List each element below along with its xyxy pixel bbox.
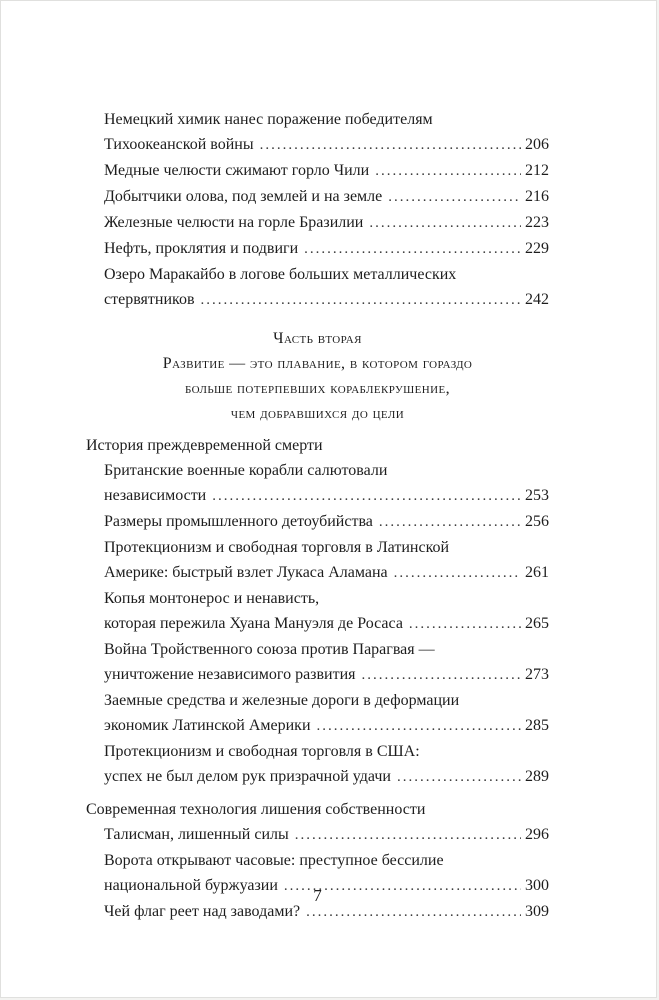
toc-entry-title: Медные челюсти сжимают горло Чили xyxy=(104,162,370,179)
toc-entry xyxy=(104,637,549,688)
part-heading-line: чем добравшихся до цели xyxy=(230,405,405,422)
toc-page-number: 265 xyxy=(525,615,549,632)
toc-page-number: 256 xyxy=(525,513,549,530)
toc-entry xyxy=(104,822,549,848)
dotted-leader xyxy=(304,236,521,262)
dotted-leader xyxy=(394,560,521,586)
toc-entry xyxy=(104,586,549,637)
toc-page-number: 212 xyxy=(525,162,549,179)
toc-page-number: 216 xyxy=(525,188,549,205)
toc-page-number: 242 xyxy=(525,291,549,308)
toc-entry-title: национальной буржуазии xyxy=(104,877,278,894)
toc-entry-line xyxy=(104,236,549,262)
toc-entry-line xyxy=(104,611,549,637)
toc-page-number: 229 xyxy=(525,240,549,257)
toc-entry xyxy=(104,739,549,790)
toc-entry-line: Немецкий химик нанес поражение победителям xyxy=(104,111,433,128)
toc-entry-line: Война Тройственного союза против Парагвая — xyxy=(104,641,435,658)
toc-entry-title: Тихоокеанской войны xyxy=(104,136,254,153)
toc-entry-line: Заемные средства и железные дороги в деформации xyxy=(104,692,460,709)
toc-entry-title: Железные челюсти на горле Бразилии xyxy=(104,214,364,231)
dotted-leader xyxy=(409,611,521,637)
toc-entry-title: Добытчики олова, под землей и на земле xyxy=(104,188,383,205)
toc-page-number: 296 xyxy=(525,826,549,843)
dotted-leader xyxy=(397,764,521,790)
toc-page-number: 223 xyxy=(525,214,549,231)
toc-entry xyxy=(104,262,549,313)
toc-entry xyxy=(104,107,549,158)
dotted-leader xyxy=(260,132,521,158)
dotted-leader xyxy=(201,287,521,313)
toc-entry-title: которая пережила Хуана Мануэля де Росаса xyxy=(104,615,403,632)
toc-entry-line xyxy=(104,287,549,313)
toc-entry-line: Британские военные корабли салютовали xyxy=(104,462,388,479)
toc-page-number: 309 xyxy=(525,903,549,920)
toc-page-number: 253 xyxy=(525,487,549,504)
dotted-leader xyxy=(379,509,521,535)
toc-entry-title: независимости xyxy=(104,487,207,504)
toc-entry-title: успех не был делом рук призрачной удачи xyxy=(104,768,391,785)
toc-entry xyxy=(104,688,549,739)
section-heading: История преждевременной смерти xyxy=(86,437,323,454)
toc-page-number: 300 xyxy=(525,877,549,894)
entries-group xyxy=(104,458,549,790)
toc-entry xyxy=(104,184,549,210)
toc-page-number: 285 xyxy=(525,717,549,734)
toc-entry xyxy=(104,458,549,509)
toc-entry xyxy=(104,158,549,184)
toc-page-number: 289 xyxy=(525,768,549,785)
toc-entry xyxy=(104,236,549,262)
toc-entry-line xyxy=(104,662,549,688)
toc-entry-title: уничтожение независимого развития xyxy=(104,666,356,683)
toc-entry-line xyxy=(104,509,549,535)
toc-entry xyxy=(104,535,549,586)
section-heading: Современная технология лишения собственности xyxy=(86,801,426,818)
toc-entry-title: Чей флаг реет над заводами? xyxy=(104,903,301,920)
dotted-leader xyxy=(362,662,521,688)
toc-entry-line xyxy=(104,822,549,848)
toc-page-number: 261 xyxy=(525,564,549,581)
toc-entry-title: экономик Латинской Америки xyxy=(104,717,311,734)
toc-entry-title: стервятников xyxy=(104,291,195,308)
toc-entry-line xyxy=(104,158,549,184)
toc-entry-title: Размеры промышленного детоубийства xyxy=(104,513,373,530)
dotted-leader xyxy=(212,483,521,509)
entries-group xyxy=(104,822,549,925)
toc-entry-line xyxy=(104,184,549,210)
toc-entry-line xyxy=(104,560,549,586)
toc-page-number: 273 xyxy=(525,666,549,683)
toc-entry xyxy=(104,210,549,236)
toc-entry-line xyxy=(104,483,549,509)
toc-entry-title: Талисман, лишенный силы xyxy=(104,826,289,843)
toc-page-number: 206 xyxy=(525,136,549,153)
toc xyxy=(86,107,549,925)
page-number: 7 xyxy=(313,886,322,905)
part-heading-line: Развитие — это плавание, в котором гораздо xyxy=(162,355,473,372)
toc-entry-line: Копья монтонерос и ненависть, xyxy=(104,590,320,607)
part-heading xyxy=(86,326,549,426)
dotted-leader xyxy=(295,822,521,848)
toc-entry-line: Протекционизм и свободная торговля в США: xyxy=(104,743,420,760)
entries-group xyxy=(104,107,549,313)
toc-entry-line: Ворота открывают часовые: преступное бессилие xyxy=(104,852,444,869)
dotted-leader xyxy=(388,184,521,210)
dotted-leader xyxy=(317,713,521,739)
toc-entry-line: Озеро Маракайбо в логове больших металлических xyxy=(104,266,457,283)
toc-entry-line xyxy=(104,764,549,790)
toc-entry-line: Протекционизм и свободная торговля в Латинской xyxy=(104,539,450,556)
toc-entry xyxy=(104,509,549,535)
dotted-leader xyxy=(375,158,521,184)
toc-entry-title: Америке: быстрый взлет Лукаса Аламана xyxy=(104,564,388,581)
toc-entry-line xyxy=(104,210,549,236)
toc-entry-line xyxy=(104,713,549,739)
dotted-leader xyxy=(369,210,521,236)
part-heading-line: больше потерпевших кораблекрушение, xyxy=(185,380,450,397)
toc-entry-line xyxy=(104,132,549,158)
toc-entry-title: Нефть, проклятия и подвиги xyxy=(104,240,299,257)
part-heading-line: Часть вторая xyxy=(273,330,362,347)
